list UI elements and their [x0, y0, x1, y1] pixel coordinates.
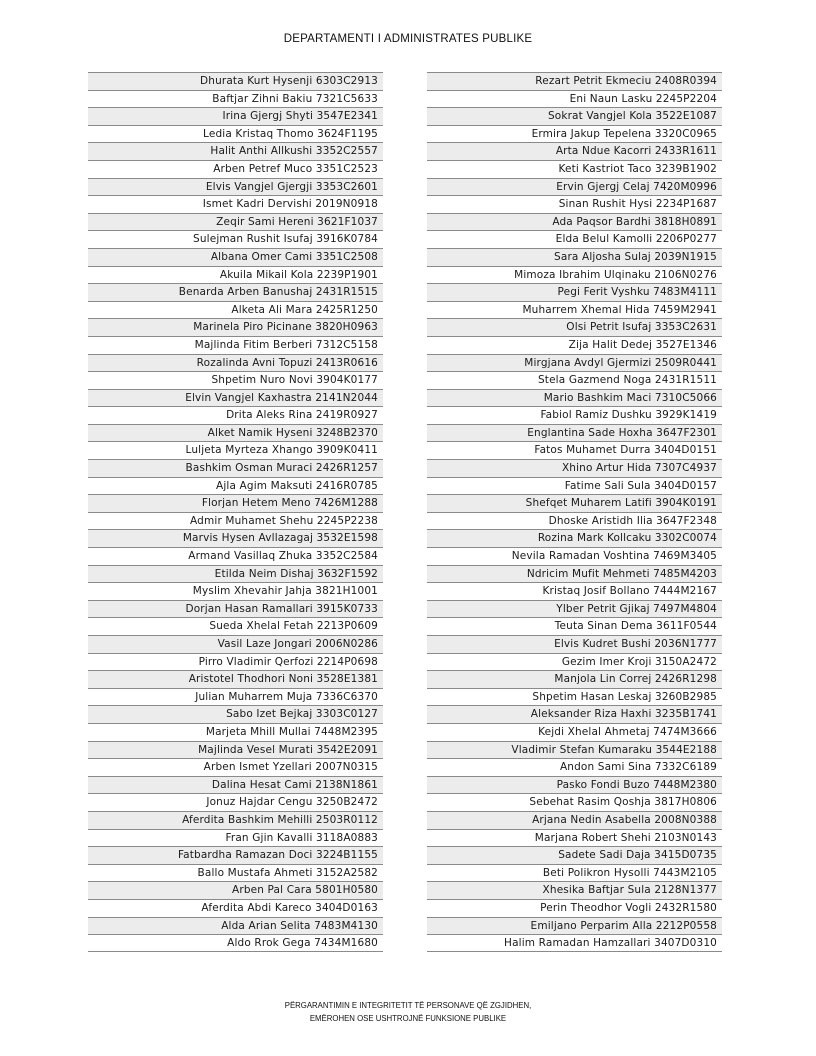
list-item: Sadete Sadi Daja 3415D0735 — [427, 846, 722, 864]
list-item: Myslim Xhevahir Jahja 3821H1001 — [88, 582, 383, 600]
footer-line-2: EMËROHEN OSE USHTROJNË FUNKSIONE PUBLIKE — [309, 1014, 507, 1023]
list-item: Etilda Neim Dishaj 3632F1592 — [88, 565, 383, 583]
list-item: Shpetim Nuro Novi 3904K0177 — [88, 371, 383, 389]
list-item: Perin Theodhor Vogli 2432R1580 — [427, 899, 722, 917]
list-item: Dhoske Aristidh Ilia 3647F2348 — [427, 512, 722, 530]
list-item: Sabo Izet Bejkaj 3303C0127 — [88, 705, 383, 723]
list-item: Shpetim Hasan Leskaj 3260B2985 — [427, 688, 722, 706]
list-item: Dalina Hesat Cami 2138N1861 — [88, 776, 383, 794]
list-item: Sokrat Vangjel Kola 3522E1087 — [427, 107, 722, 125]
list-item: Gezim Imer Kroji 3150A2472 — [427, 653, 722, 671]
list-item: Albana Omer Cami 3351C2508 — [88, 248, 383, 266]
list-item: Pirro Vladimir Qerfozi 2214P0698 — [88, 653, 383, 671]
name-list-right — [427, 72, 722, 952]
list-item: Bashkim Osman Muraci 2426R1257 — [88, 459, 383, 477]
list-item: Ermira Jakup Tepelena 3320C0965 — [427, 125, 722, 143]
list-item: Mimoza Ibrahim Ulqinaku 2106N0276 — [427, 266, 722, 284]
list-item: Kejdi Xhelal Ahmetaj 7474M3666 — [427, 723, 722, 741]
list-item: Baftjar Zihni Bakiu 7321C5633 — [88, 90, 383, 108]
list-item: Stela Gazmend Noga 2431R1511 — [427, 371, 722, 389]
list-item: Irina Gjergj Shyti 3547E2341 — [88, 107, 383, 125]
list-item: Ballo Mustafa Ahmeti 3152A2582 — [88, 864, 383, 882]
list-item: Emiljano Perparim Alla 2212P0558 — [427, 917, 722, 935]
list-item: Shefqet Muharem Latifi 3904K0191 — [427, 494, 722, 512]
list-item: Elvin Vangjel Kaxhastra 2141N2044 — [88, 389, 383, 407]
list-item: Aristotel Thodhori Noni 3528E1381 — [88, 670, 383, 688]
list-item: Marjeta Mhill Mullai 7448M2395 — [88, 723, 383, 741]
list-item: Marjana Robert Shehi 2103N0143 — [427, 829, 722, 847]
list-item: Arjana Nedin Asabella 2008N0388 — [427, 811, 722, 829]
list-item: Teuta Sinan Dema 3611F0544 — [427, 617, 722, 635]
list-item: Halit Anthi Allkushi 3352C2557 — [88, 142, 383, 160]
list-item: Olsi Petrit Isufaj 3353C2631 — [427, 318, 722, 336]
list-item: Ylber Petrit Gjikaj 7497M4804 — [427, 600, 722, 618]
list-item: Mario Bashkim Maci 7310C5066 — [427, 389, 722, 407]
list-item: Marvis Hysen Avllazagaj 3532E1598 — [88, 529, 383, 547]
list-item: Alketa Ali Mara 2425R1250 — [88, 301, 383, 319]
list-item: Elvis Kudret Bushi 2036N1777 — [427, 635, 722, 653]
list-item: Florjan Hetem Meno 7426M1288 — [88, 494, 383, 512]
list-item: Fabiol Ramiz Dushku 3929K1419 — [427, 406, 722, 424]
list-item: Benarda Arben Banushaj 2431R1515 — [88, 283, 383, 301]
list-item: Zeqir Sami Hereni 3621F1037 — [88, 213, 383, 231]
list-item: Sebehat Rasim Qoshja 3817H0806 — [427, 793, 722, 811]
list-item: Majlinda Vesel Murati 3542E2091 — [88, 741, 383, 759]
list-item: Dorjan Hasan Ramallari 3915K0733 — [88, 600, 383, 618]
name-list-left — [88, 72, 383, 952]
list-item: Fatos Muhamet Durra 3404D0151 — [427, 441, 722, 459]
list-item: Arben Ismet Yzellari 2007N0315 — [88, 758, 383, 776]
list-item: Akuila Mikail Kola 2239P1901 — [88, 266, 383, 284]
list-item: Sulejman Rushit Isufaj 3916K0784 — [88, 230, 383, 248]
list-item: Ledia Kristaq Thomo 3624F1195 — [88, 125, 383, 143]
list-item: Arben Pal Cara 5801H0580 — [88, 881, 383, 899]
list-item: Xhesika Baftjar Sula 2128N1377 — [427, 881, 722, 899]
list-item: Dhurata Kurt Hysenji 6303C2913 — [88, 72, 383, 90]
list-item: Ismet Kadri Dervishi 2019N0918 — [88, 195, 383, 213]
list-item: Sueda Xhelal Fetah 2213P0609 — [88, 617, 383, 635]
list-item: Arta Ndue Kacorri 2433R1611 — [427, 142, 722, 160]
list-item: Aferdita Bashkim Mehilli 2503R0112 — [88, 811, 383, 829]
list-item: Alket Namik Hyseni 3248B2370 — [88, 424, 383, 442]
list-item: Aldo Rrok Gega 7434M1680 — [88, 934, 383, 952]
list-item: Armand Vasillaq Zhuka 3352C2584 — [88, 547, 383, 565]
footer-line-1: PËRGARANTIMIN E INTEGRITETIT TË PERSONAVE QË ZGJIDHEN, — [284, 1001, 532, 1010]
list-item: Nevila Ramadan Voshtina 7469M3405 — [427, 547, 722, 565]
list-item: Ervin Gjergj Celaj 7420M0996 — [427, 178, 722, 196]
list-item: Keti Kastriot Taco 3239B1902 — [427, 160, 722, 178]
list-item: Ndricim Mufit Mehmeti 7485M4203 — [427, 565, 722, 583]
list-item: Alda Arian Selita 7483M4130 — [88, 917, 383, 935]
list-item: Kristaq Josif Bollano 7444M2167 — [427, 582, 722, 600]
list-item: Aferdita Abdi Kareco 3404D0163 — [88, 899, 383, 917]
list-item: Muharrem Xhemal Hida 7459M2941 — [427, 301, 722, 319]
list-item: Manjola Lin Correj 2426R1298 — [427, 670, 722, 688]
list-item: Admir Muhamet Shehu 2245P2238 — [88, 512, 383, 530]
list-item: Luljeta Myrteza Xhango 3909K0411 — [88, 441, 383, 459]
list-item: Majlinda Fitim Berberi 7312C5158 — [88, 336, 383, 354]
list-item: Arben Petref Muco 3351C2523 — [88, 160, 383, 178]
list-item: Julian Muharrem Muja 7336C6370 — [88, 688, 383, 706]
list-item: Vasil Laze Jongari 2006N0286 — [88, 635, 383, 653]
footer — [0, 999, 816, 1025]
list-item: Beti Polikron Hysolli 7443M2105 — [427, 864, 722, 882]
list-item: Elvis Vangjel Gjergji 3353C2601 — [88, 178, 383, 196]
list-item: Sinan Rushit Hysi 2234P1687 — [427, 195, 722, 213]
list-item: Pasko Fondi Buzo 7448M2380 — [427, 776, 722, 794]
list-item: Elda Belul Kamolli 2206P0277 — [427, 230, 722, 248]
list-item: Halim Ramadan Hamzallari 3407D0310 — [427, 934, 722, 952]
list-item: Andon Sami Sina 7332C6189 — [427, 758, 722, 776]
list-item: Xhino Artur Hida 7307C4937 — [427, 459, 722, 477]
list-item: Mirgjana Avdyl Gjermizi 2509R0441 — [427, 354, 722, 372]
list-item: Eni Naun Lasku 2245P2204 — [427, 90, 722, 108]
list-item: Jonuz Hajdar Cengu 3250B2472 — [88, 793, 383, 811]
list-item: Fatbardha Ramazan Doci 3224B1155 — [88, 846, 383, 864]
list-item: Rozina Mark Kollcaku 3302C0074 — [427, 529, 722, 547]
list-item: Fatime Sali Sula 3404D0157 — [427, 477, 722, 495]
list-item: Pegi Ferit Vyshku 7483M4111 — [427, 283, 722, 301]
list-item: Rozalinda Avni Topuzi 2413R0616 — [88, 354, 383, 372]
list-item: Rezart Petrit Ekmeciu 2408R0394 — [427, 72, 722, 90]
list-item: Englantina Sade Hoxha 3647F2301 — [427, 424, 722, 442]
list-item: Vladimir Stefan Kumaraku 3544E2188 — [427, 741, 722, 759]
page-title: DEPARTAMENTI I ADMINISTRATES PUBLIKE — [283, 33, 533, 45]
list-item: Ajla Agim Maksuti 2416R0785 — [88, 477, 383, 495]
list-item: Sara Aljosha Sulaj 2039N1915 — [427, 248, 722, 266]
list-item: Aleksander Riza Haxhi 3235B1741 — [427, 705, 722, 723]
list-item: Zija Halit Dedej 3527E1346 — [427, 336, 722, 354]
list-item: Ada Paqsor Bardhi 3818H0891 — [427, 213, 722, 231]
list-item: Marinela Piro Picinane 3820H0963 — [88, 318, 383, 336]
list-item: Fran Gjin Kavalli 3118A0883 — [88, 829, 383, 847]
list-item: Drita Aleks Rina 2419R0927 — [88, 406, 383, 424]
